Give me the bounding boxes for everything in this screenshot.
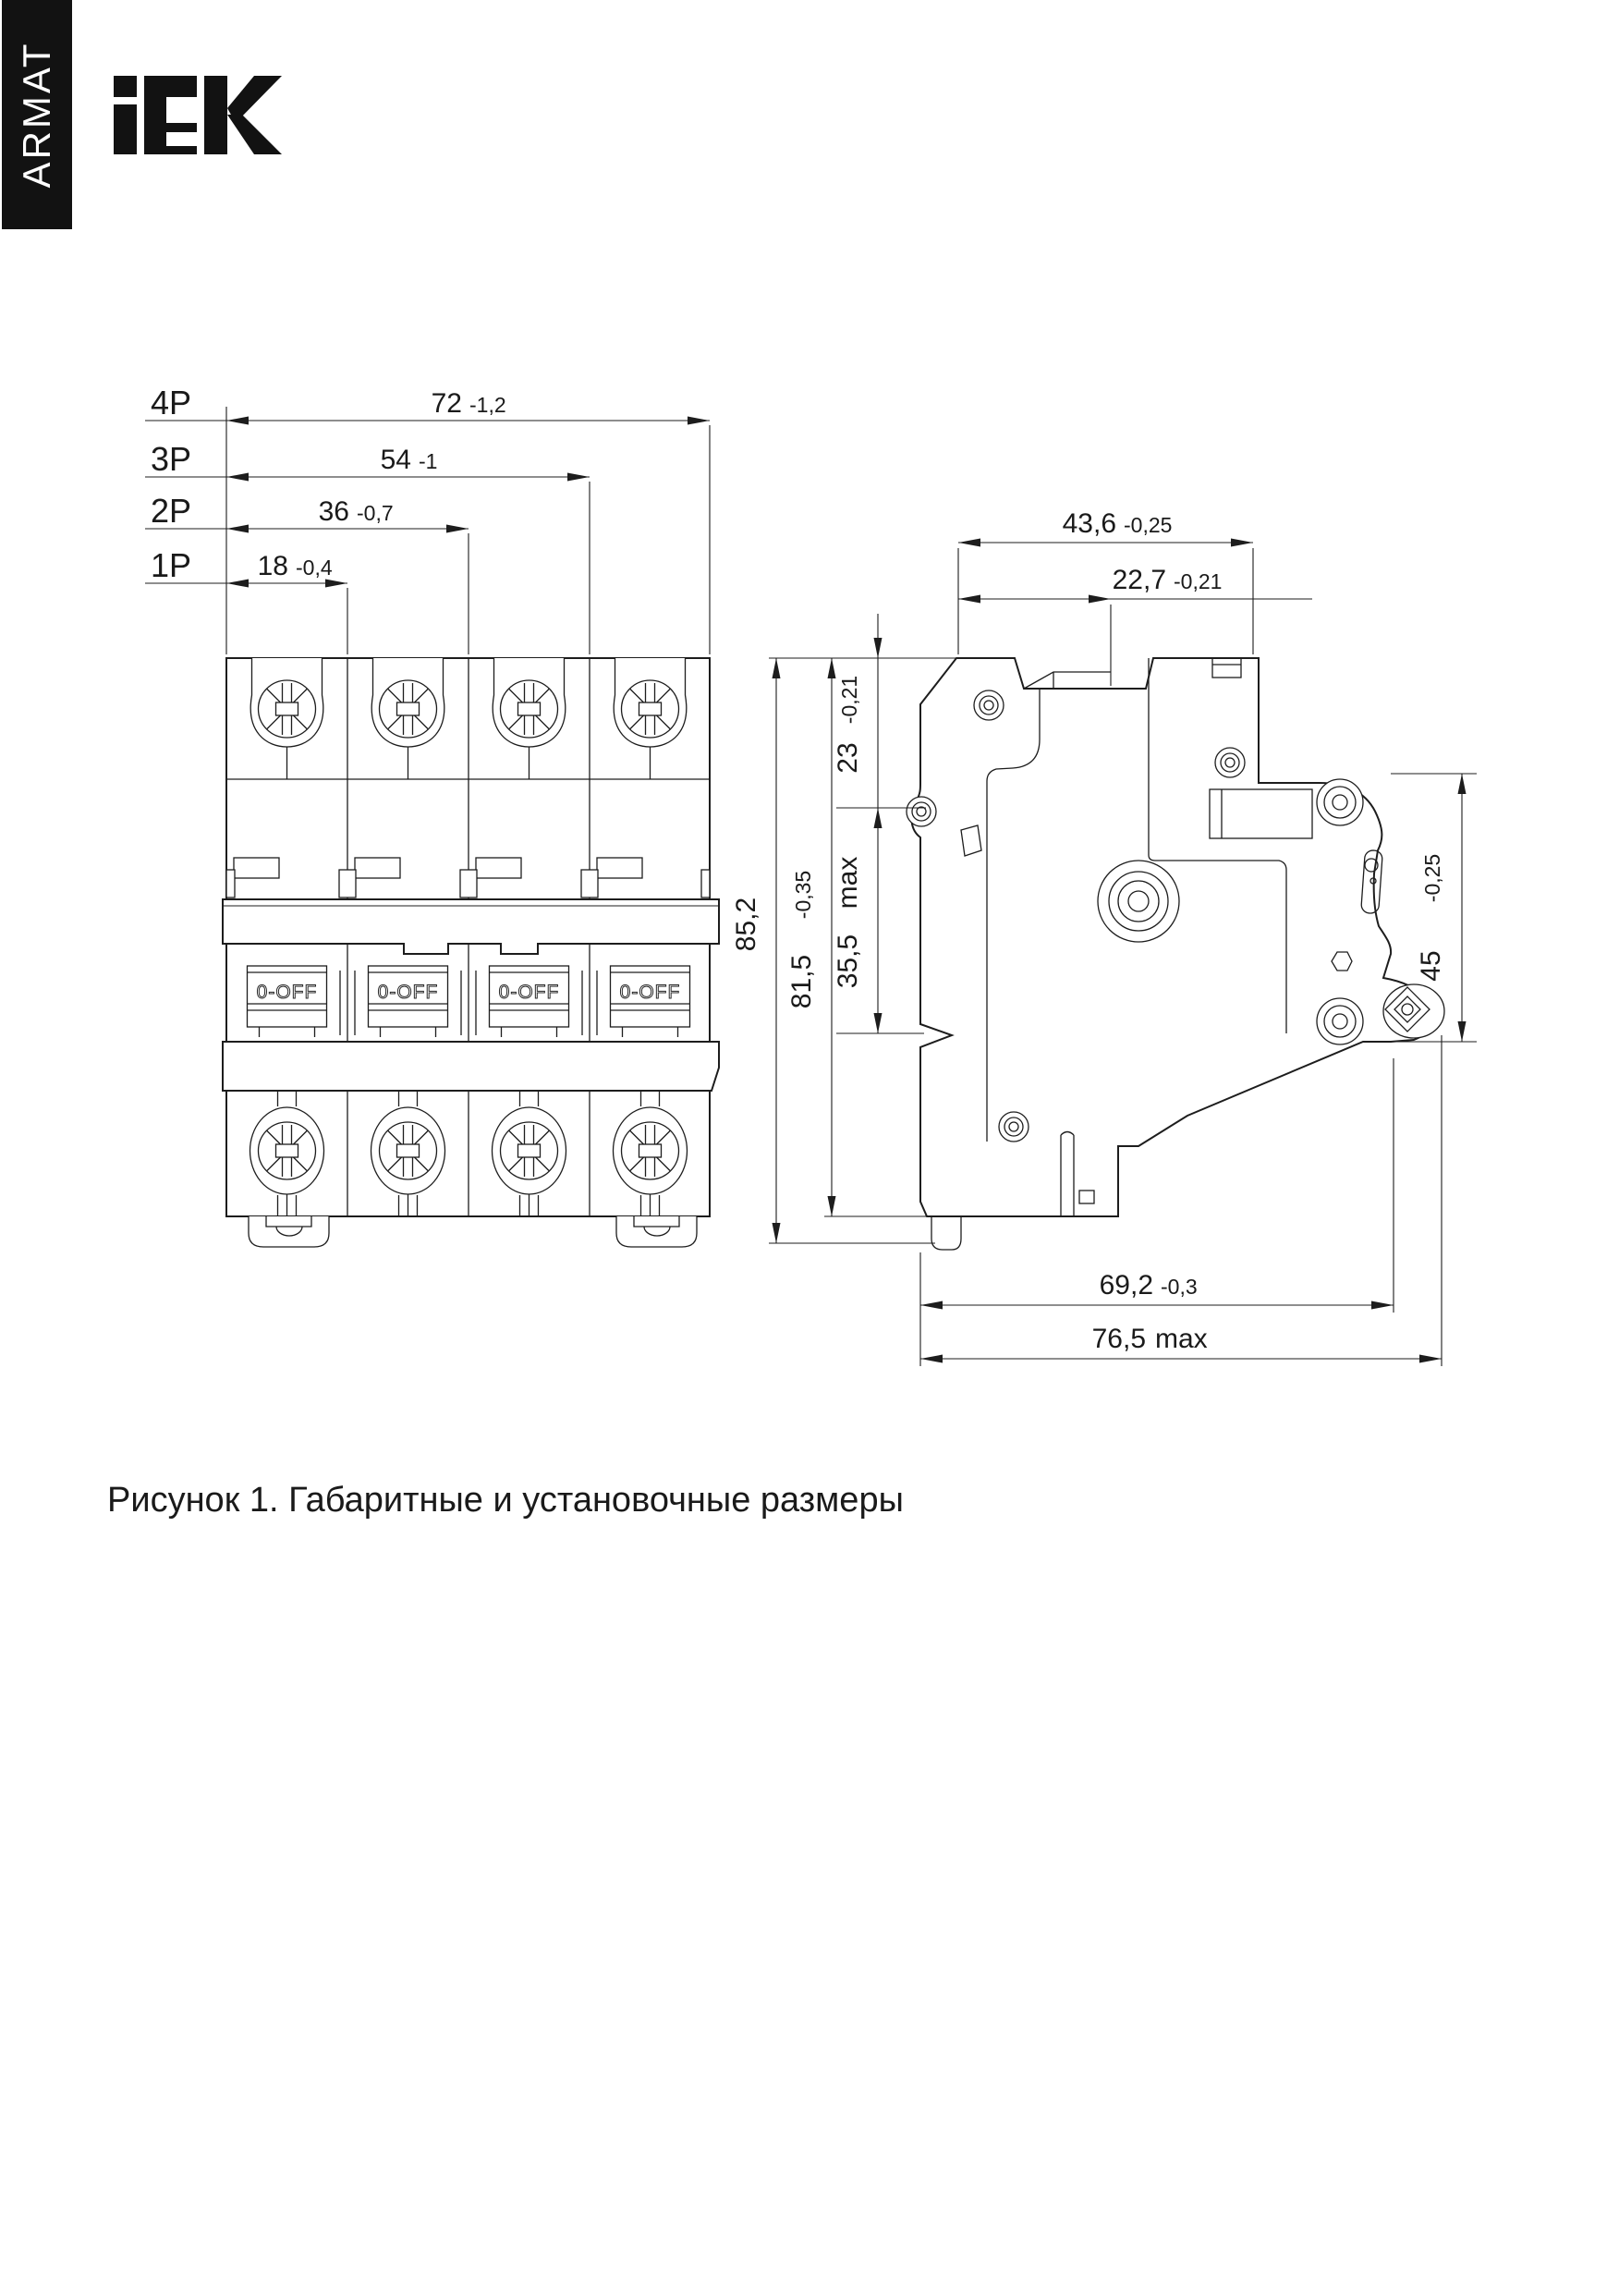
dim-tolerance: -1,2 xyxy=(469,393,506,417)
toggle-label: 0-OFF xyxy=(377,982,439,1003)
din-clips xyxy=(249,1216,697,1247)
front-dimensions xyxy=(145,384,710,654)
dim-suffix: max xyxy=(833,856,863,910)
dim-value: 35,5 xyxy=(833,934,863,989)
dim-tolerance: -0,3 xyxy=(1161,1275,1198,1299)
figure-caption: Рисунок 1. Габаритные и установочные размеры xyxy=(107,1481,904,1520)
dim-value: 85,2 xyxy=(731,897,761,952)
dim-2p xyxy=(151,492,394,530)
pole-label: 2P xyxy=(151,492,192,530)
series-label: ARMAT xyxy=(15,41,58,189)
dim-tolerance: -1 xyxy=(419,449,438,473)
dim-value: 76,5 xyxy=(1091,1324,1146,1354)
pole-label: 3P xyxy=(151,440,192,478)
pole-label: 1P xyxy=(151,546,192,584)
dim-value: 69,2 xyxy=(1099,1270,1153,1301)
dim-value: 23 xyxy=(833,742,863,774)
dim-value: 36 xyxy=(318,496,349,527)
side-view xyxy=(907,658,1444,1250)
dim-tolerance: -0,4 xyxy=(296,556,333,580)
toggle-label: 0-OFF xyxy=(619,982,681,1003)
toggle-label: 0-OFF xyxy=(498,982,560,1003)
dim-depths xyxy=(1092,1270,1208,1354)
dim-value: 54 xyxy=(380,445,411,475)
dim-value: 43,6 xyxy=(1062,508,1116,539)
dim-tolerance: -0,21 xyxy=(837,675,861,725)
dim-tolerance: -0,21 xyxy=(1174,569,1223,593)
dim-top-width xyxy=(1063,508,1223,595)
dim-value: 22,7 xyxy=(1112,565,1166,595)
dim-4p xyxy=(151,384,506,421)
dim-tolerance: -0,7 xyxy=(357,501,394,525)
front-view xyxy=(223,658,719,1247)
dim-3p xyxy=(151,440,437,478)
side-outline xyxy=(911,658,1432,1216)
pole-label: 4P xyxy=(151,384,192,421)
dim-1p xyxy=(151,546,333,584)
lower-collar-strip xyxy=(223,1042,719,1091)
dim-value: 72 xyxy=(431,388,462,419)
dim-value: 18 xyxy=(257,551,288,581)
dim-tolerance: -0,35 xyxy=(791,870,815,920)
dim-tolerance: -0,25 xyxy=(1420,853,1444,903)
dim-tolerance: -0,25 xyxy=(1124,513,1173,537)
toggle-label: 0-OFF xyxy=(256,982,318,1003)
dim-value: 45 xyxy=(1416,950,1446,982)
dim-value: 81,5 xyxy=(786,954,817,1009)
dim-suffix: max xyxy=(1155,1324,1208,1354)
